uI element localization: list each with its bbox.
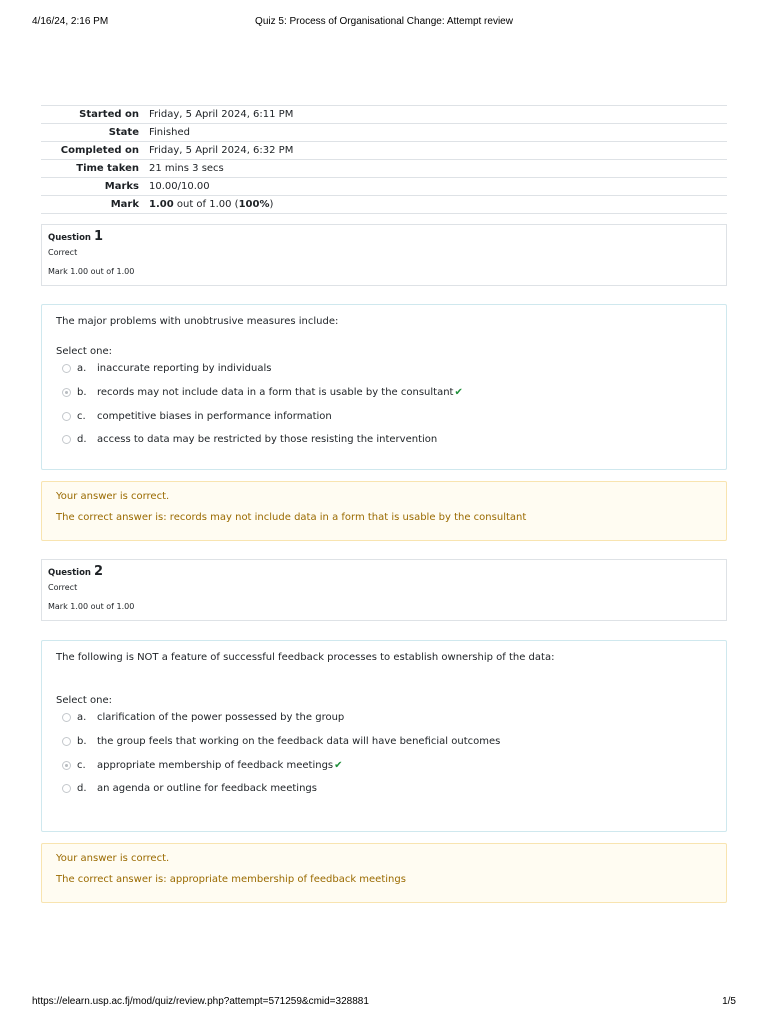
feedback-text: Your answer is correct. (56, 491, 170, 502)
summary-row (41, 124, 727, 142)
radio-button[interactable] (62, 388, 71, 397)
option-letter: d. (77, 783, 87, 795)
answer-option[interactable] (56, 406, 712, 430)
option-text: competitive biases in performance information (97, 410, 332, 422)
question-grade: Mark 1.00 out of 1.00 (48, 267, 135, 276)
mark-percent: 100% (238, 199, 270, 210)
select-prompt: Select one: (56, 695, 113, 706)
summary-label: State (108, 127, 139, 138)
summary-row (41, 106, 727, 124)
option-letter: a. (77, 712, 87, 723)
option-label: records may not include data in a form that is usable by the consultant (97, 386, 454, 398)
option-text: inaccurate reporting by individuals (97, 363, 272, 374)
summary-row (41, 196, 727, 214)
summary-row (41, 142, 727, 160)
question-label: Question (48, 568, 91, 578)
select-prompt: Select one: (56, 346, 113, 357)
print-page-number: 1/5 (722, 996, 736, 1007)
mark-value: 1.00 (149, 199, 174, 210)
question-info (41, 559, 727, 621)
question-formulation (41, 640, 727, 832)
question-formulation (41, 304, 727, 470)
question-state: Correct (48, 248, 78, 257)
radio-button[interactable] (62, 435, 71, 444)
right-answer-text: The correct answer is: records may not include data in a form that is usable by the consultant (56, 512, 527, 523)
question-number (48, 230, 720, 245)
option-letter: d. (77, 434, 87, 446)
summary-value: Friday, 5 April 2024, 6:11 PM (149, 109, 294, 120)
radio-button[interactable] (62, 713, 71, 722)
question-info (41, 224, 727, 286)
summary-value: 10.00/10.00 (149, 181, 210, 192)
answer-option[interactable] (56, 731, 712, 755)
attempt-summary-table (41, 105, 727, 214)
summary-row (41, 178, 727, 196)
answer-option[interactable] (56, 429, 712, 453)
answer-option[interactable] (56, 755, 712, 779)
question-grade: Mark 1.00 out of 1.00 (48, 602, 135, 611)
print-footer (0, 996, 768, 1010)
option-letter: c. (77, 759, 86, 771)
feedback-box (41, 481, 727, 541)
option-label: appropriate membership of feedback meetings (97, 759, 334, 771)
question-state: Correct (48, 583, 78, 592)
print-title: Quiz 5: Process of Organisational Change: Attempt review (255, 16, 513, 27)
option-text: access to data may be restricted by those resisting the intervention (97, 434, 438, 446)
correct-check-icon: ✔ (454, 386, 463, 398)
option-text: an agenda or outline for feedback meetings (97, 783, 317, 795)
answer-option[interactable] (56, 358, 712, 382)
option-text: clarification of the power possessed by the group (97, 712, 345, 723)
summary-label: Mark (110, 199, 139, 210)
question-text: The following is NOT a feature of successful feedback processes to establish ownership of the data: (56, 652, 555, 663)
option-letter: c. (77, 410, 86, 422)
print-datetime: 4/16/24, 2:16 PM (32, 16, 109, 27)
summary-row (41, 160, 727, 178)
print-header (0, 16, 768, 30)
summary-value: Finished (149, 127, 190, 138)
summary-label: Completed on (60, 145, 139, 156)
answer-option[interactable] (56, 707, 712, 731)
question-label: Question (48, 233, 91, 243)
question-number-value: 1 (93, 229, 103, 244)
radio-button[interactable] (62, 761, 71, 770)
option-text (97, 760, 343, 772)
correct-check-icon: ✔ (334, 759, 343, 771)
question-number-value: 2 (93, 564, 103, 579)
summary-value (149, 196, 727, 214)
mark-close: ) (269, 199, 274, 210)
option-text: the group feels that working on the feedback data will have beneficial outcomes (97, 735, 501, 747)
right-answer-text: The correct answer is: appropriate membership of feedback meetings (56, 874, 406, 885)
option-text (97, 387, 463, 399)
print-url[interactable]: https://elearn.usp.ac.fj/mod/quiz/review.php?attempt=571259&cmid=328881 (32, 996, 369, 1007)
feedback-box (41, 843, 727, 903)
feedback-text: Your answer is correct. (56, 853, 170, 864)
summary-value: Friday, 5 April 2024, 6:32 PM (149, 145, 294, 156)
radio-button[interactable] (62, 737, 71, 746)
option-letter: b. (77, 386, 87, 398)
option-letter: a. (77, 363, 87, 374)
question-number (48, 565, 720, 580)
radio-button[interactable] (62, 412, 71, 421)
summary-value: 21 mins 3 secs (149, 163, 224, 174)
summary-label: Marks (104, 181, 139, 192)
question-text: The major problems with unobtrusive measures include: (56, 316, 339, 327)
mark-out-of: out of 1.00 ( (173, 199, 239, 210)
option-letter: b. (77, 735, 87, 747)
radio-button[interactable] (62, 364, 71, 373)
answer-option[interactable] (56, 778, 712, 802)
summary-label: Time taken (76, 163, 139, 174)
radio-button[interactable] (62, 784, 71, 793)
answer-option[interactable] (56, 382, 712, 406)
summary-label: Started on (79, 109, 139, 120)
